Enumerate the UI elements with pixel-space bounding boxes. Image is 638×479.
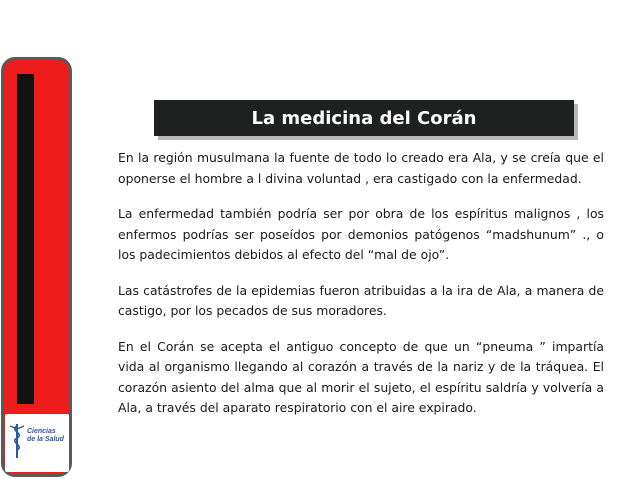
- logo-line-1: Ciencias: [27, 428, 56, 435]
- slide-body: [118, 148, 604, 434]
- sidebar-accent-bar: [17, 74, 34, 404]
- caduceus-icon: [8, 420, 26, 460]
- paragraph-1: En la región musulmana la fuente de todo lo creado era Ala, y se creía que el oponerse el hombre a l divina voluntad , era castigado con la enfermedad.: [118, 150, 604, 186]
- paragraph-3: Las catástrofes de la epidemias fueron atribuidas a la ira de Ala, a manera de castigo, por los pecados de sus moradores.: [118, 282, 604, 318]
- logo-line-2: de la Salud: [27, 436, 64, 443]
- slide-title: La medicina del Corán: [154, 100, 574, 136]
- paragraph-2: La enfermedad también podría ser por obra de los espíritus malignos , los enfermos podrías ser poseídos por demonios patógenos “madshunum” ., o los padecimientos debidos al efecto del “mal de ojo”.: [118, 206, 604, 262]
- paragraph-4: En el Corán se acepta el antiguo concepto de que un “pneuma ” impartía vida al organismo llegando al corazón a través de la nariz y de la tráquea. El corazón asiento del alma que al morir el sujeto, el espíritu saldría y volvería a Ala, a través del aparato respiratorio con el aire expirado.: [118, 338, 604, 415]
- ciencias-salud-logo: [5, 414, 69, 472]
